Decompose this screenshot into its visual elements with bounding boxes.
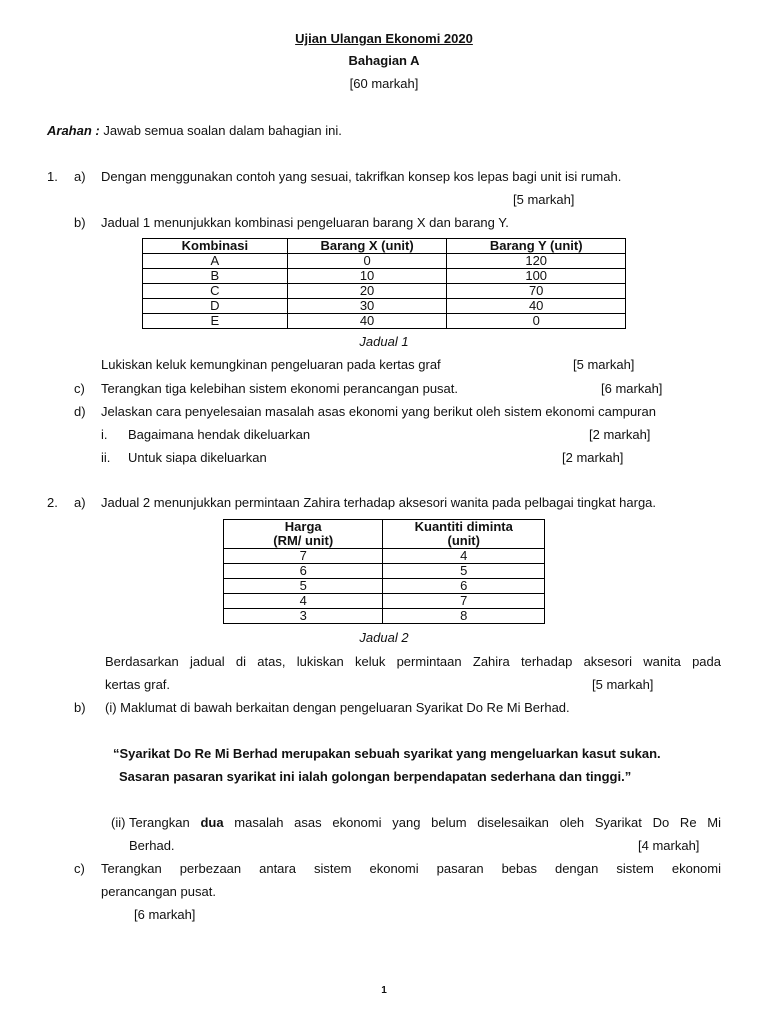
table-cell: 120 (447, 254, 626, 269)
table-row (143, 299, 626, 314)
table-cell: 4 (383, 549, 545, 564)
q2a-task-line1: Berdasarkan jadual di atas, lukiskan keluk permintaan Zahira terhadap aksesori wanita pada (105, 654, 721, 669)
q1a-label: a) (74, 169, 86, 184)
table-cell: 8 (383, 609, 545, 624)
table-cell: D (143, 299, 288, 314)
instruction-label: Arahan : (47, 123, 100, 138)
q1d-i-marks: [2 markah] (589, 427, 651, 442)
table-row (224, 564, 545, 579)
table-2-header-line: (unit) (447, 533, 480, 548)
q2b-quote-line2: Sasaran pasaran syarikat ini ialah golongan berpendapatan sederhana dan tinggi.” (119, 769, 632, 784)
q1d-text: Jelaskan cara penyelesaian masalah asas ekonomi yang berikut oleh sistem ekonomi campuran (101, 404, 656, 419)
table-2-header-row (224, 520, 545, 549)
q2b-ii-text (129, 815, 721, 831)
table-cell: C (143, 284, 288, 299)
table-1-caption: Jadual 1 (359, 334, 409, 349)
page-number: 1 (381, 985, 387, 996)
table-cell: 30 (287, 299, 447, 314)
table-cell: 7 (224, 549, 383, 564)
table-row (143, 284, 626, 299)
section-title: Bahagian A (348, 53, 420, 68)
q2-number: 2. (47, 495, 58, 510)
q2c-marks: [6 markah] (134, 907, 196, 922)
table-row (143, 269, 626, 284)
table-1-header: Kombinasi (143, 239, 288, 254)
table-cell: B (143, 269, 288, 284)
instruction-text: Jawab semua soalan dalam bahagian ini. (99, 123, 342, 138)
table-2-header-line: Kuantiti diminta (414, 519, 513, 534)
q2a-task-line2: kertas graf. (105, 677, 171, 692)
q1b-label: b) (74, 215, 86, 230)
table-cell: 40 (287, 314, 447, 329)
q2c-line1: Terangkan perbezaan antara sistem ekonomi pasaran bebas dengan sistem ekonomi (101, 861, 721, 876)
table-row (143, 254, 626, 269)
table-cell: 3 (224, 609, 383, 624)
table-row (143, 314, 626, 329)
table-cell: A (143, 254, 288, 269)
q2b-ii-label: (ii) (111, 815, 126, 830)
table-cell: 40 (447, 299, 626, 314)
q1a-marks: [5 markah] (513, 192, 575, 207)
table-cell: 10 (287, 269, 447, 284)
q2b-ii-text-post: masalah asas ekonomi yang belum diselesaikan oleh Syarikat Do Re Mi (223, 815, 721, 830)
table-2-caption: Jadual 2 (359, 630, 409, 645)
table-cell: 5 (224, 579, 383, 594)
q2b-quote-line1: “Syarikat Do Re Mi Berhad merupakan sebuah syarikat yang mengeluarkan kasut sukan. (113, 746, 661, 761)
table-1 (142, 238, 626, 329)
table-2-header (224, 520, 383, 549)
q1d-ii-marks: [2 markah] (562, 450, 624, 465)
q1b-text: Jadual 1 menunjukkan kombinasi pengeluaran barang X dan barang Y. (101, 215, 509, 230)
table-row (224, 609, 545, 624)
q2c-line2: perancangan pusat. (101, 884, 216, 899)
table-1-header: Barang X (unit) (287, 239, 447, 254)
q1d-i-text: Bagaimana hendak dikeluarkan (128, 427, 311, 442)
table-cell: 0 (447, 314, 626, 329)
table-row (224, 594, 545, 609)
table-cell: 6 (224, 564, 383, 579)
table-1-header-row (143, 239, 626, 254)
table-row (224, 579, 545, 594)
q1d-ii-text: Untuk siapa dikeluarkan (128, 450, 267, 465)
q2b-ii-text-bold: dua (200, 815, 224, 830)
q1b-task: Lukiskan keluk kemungkinan pengeluaran pada kertas graf (101, 357, 441, 372)
table-cell: 5 (383, 564, 545, 579)
q1c-marks: [6 markah] (601, 381, 663, 396)
table-row (224, 549, 545, 564)
table-cell: 70 (447, 284, 626, 299)
q2b-ii-marks: [4 markah] (638, 838, 700, 853)
q1d-i-label: i. (101, 427, 108, 442)
total-marks: [60 markah] (349, 76, 419, 91)
q1c-text: Terangkan tiga kelebihan sistem ekonomi perancangan pusat. (101, 381, 459, 396)
q1-number: 1. (47, 169, 58, 184)
q2a-marks: [5 markah] (592, 677, 654, 692)
table-cell: 100 (447, 269, 626, 284)
q2b-text: (i) Maklumat di bawah berkaitan dengan pengeluaran Syarikat Do Re Mi Berhad. (105, 700, 570, 715)
table-cell: E (143, 314, 288, 329)
table-2-header (383, 520, 545, 549)
q2b-ii-line2: Berhad. (129, 838, 175, 853)
table-cell: 6 (383, 579, 545, 594)
q1c-label: c) (74, 381, 85, 396)
table-2-header-line: (RM/ unit) (273, 533, 334, 548)
table-cell: 20 (287, 284, 447, 299)
table-1-header: Barang Y (unit) (447, 239, 626, 254)
instruction (47, 123, 342, 139)
q2c-label: c) (74, 861, 85, 876)
exam-title: Ujian Ulangan Ekonomi 2020 (295, 31, 473, 46)
q2a-label: a) (74, 495, 86, 510)
q1a-text: Dengan menggunakan contoh yang sesuai, takrifkan konsep kos lepas bagi unit isi rumah. (101, 169, 622, 184)
q1d-label: d) (74, 404, 86, 419)
q2b-label: b) (74, 700, 86, 715)
q1b-marks: [5 markah] (573, 357, 635, 372)
table-cell: 0 (287, 254, 447, 269)
q2a-text: Jadual 2 menunjukkan permintaan Zahira terhadap aksesori wanita pada pelbagai tingkat harga. (101, 495, 657, 510)
table-cell: 7 (383, 594, 545, 609)
q1d-ii-label: ii. (101, 450, 111, 465)
q2b-ii-text-pre: Terangkan (129, 815, 201, 830)
table-2-header-line: Harga (284, 519, 322, 534)
table-cell: 4 (224, 594, 383, 609)
table-2 (223, 519, 545, 624)
